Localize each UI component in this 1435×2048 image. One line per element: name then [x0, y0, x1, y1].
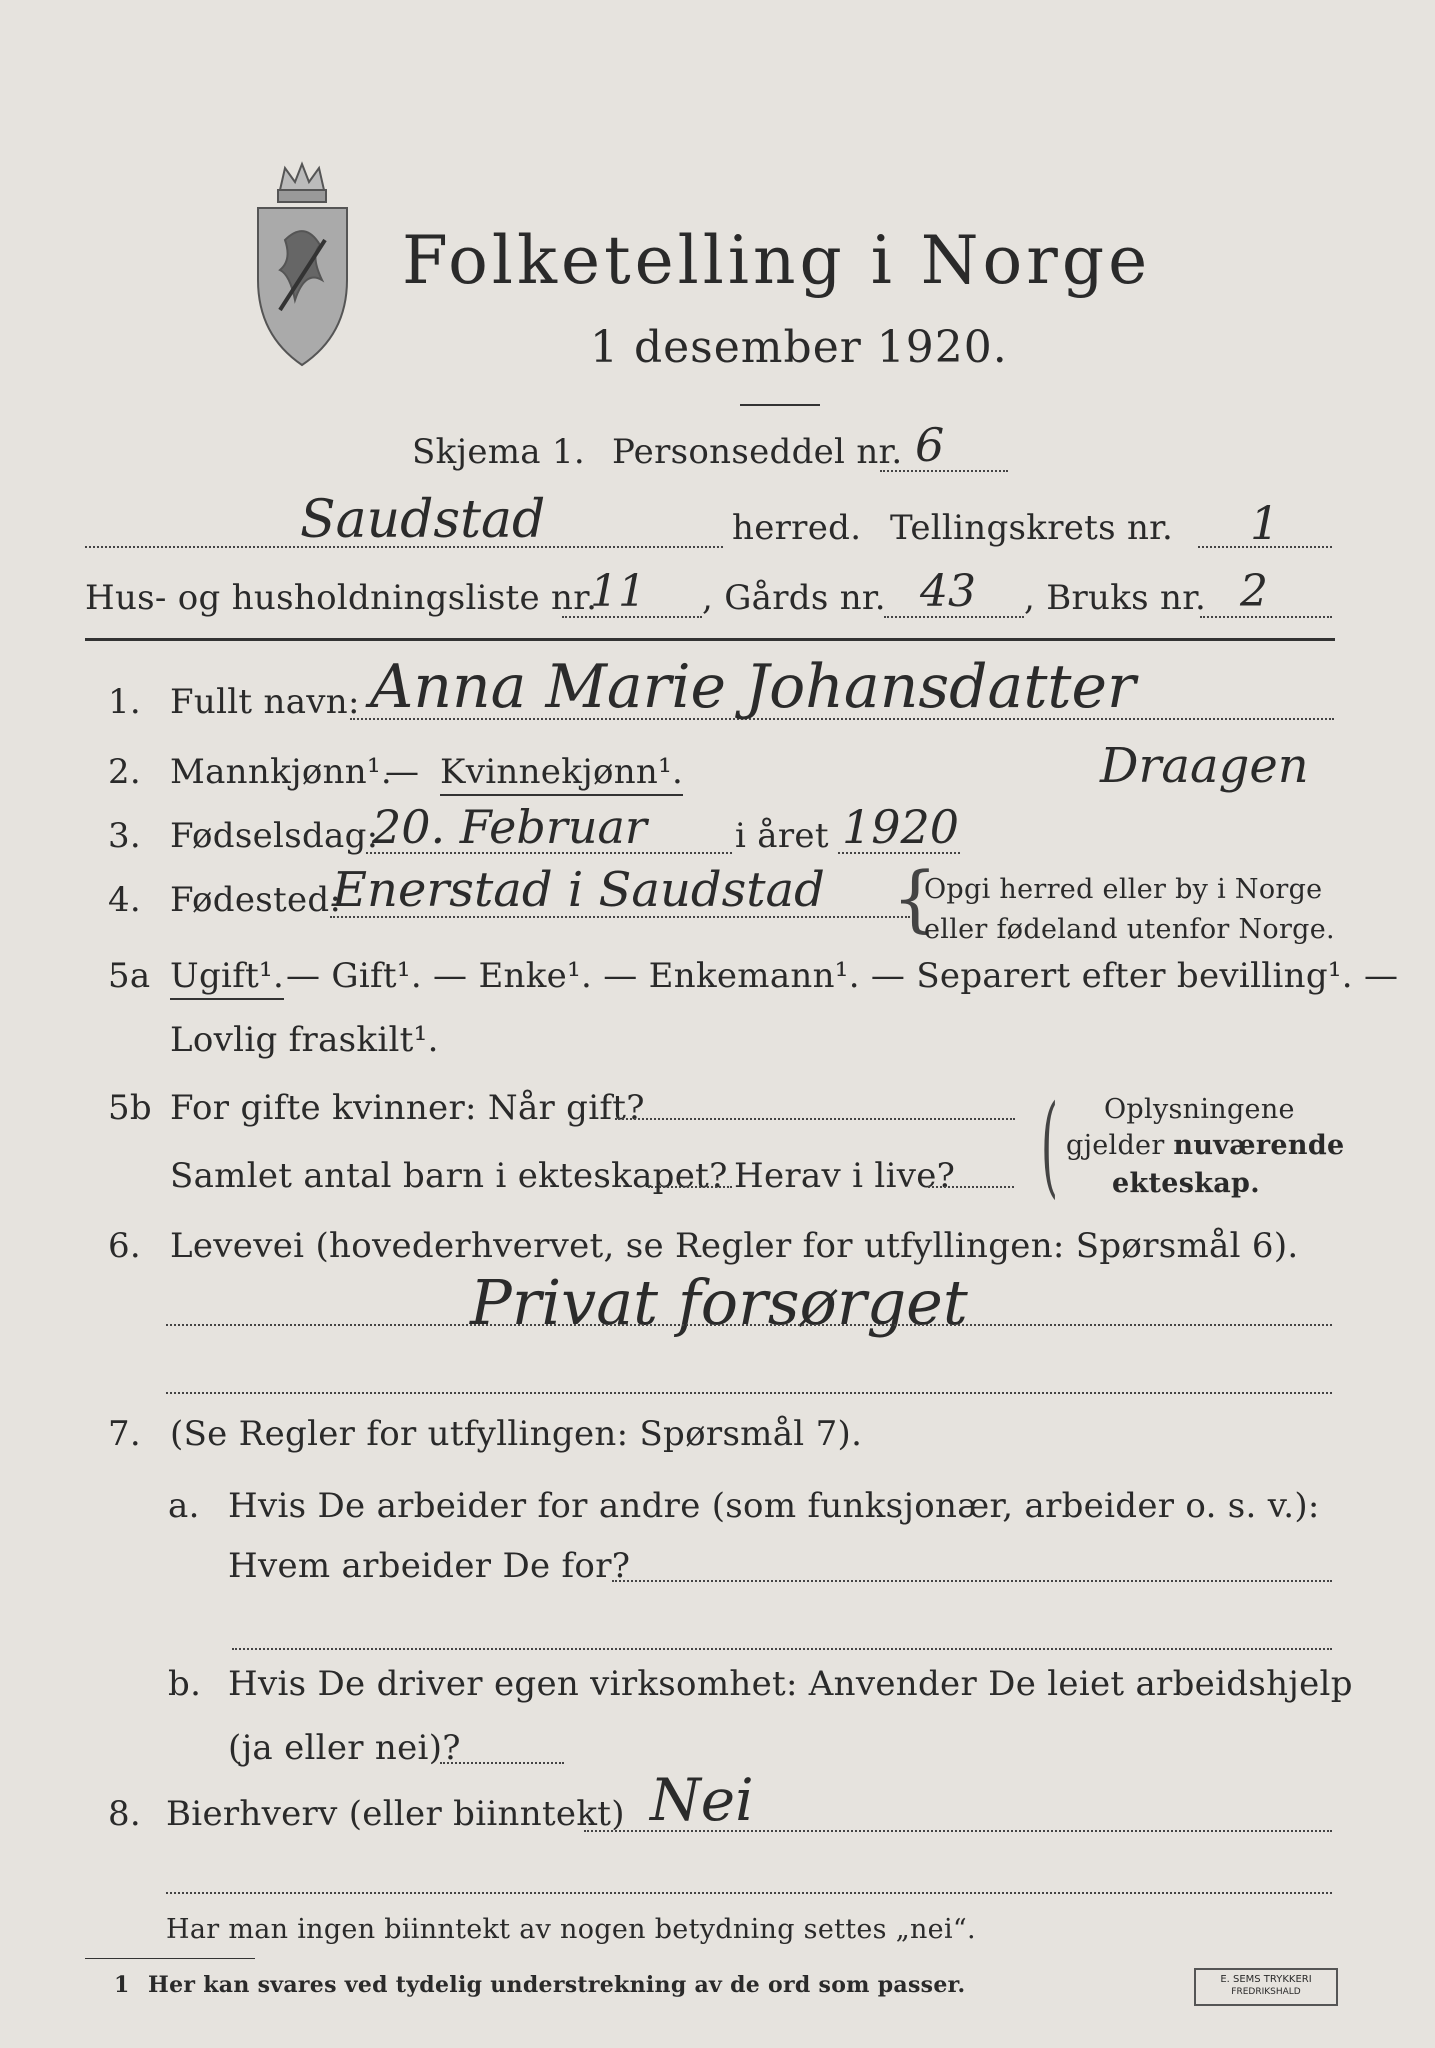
q5b-note-line2-text: gjelder [1066, 1130, 1174, 1161]
gards-value[interactable]: 43 [920, 566, 976, 617]
printer-stamp-line1: E. SEMS TRYKKERI [1220, 1974, 1312, 1985]
q2-separator: — [385, 752, 420, 792]
q5b-line2-alive: Herav i live? [734, 1156, 956, 1196]
q5a-ugift[interactable]: Ugift¹. [170, 956, 284, 1000]
q5b-note-line2 [1066, 1130, 1345, 1161]
q7a-line1: Hvis De arbeider for andre (som funksjonær, arbeider o. s. v.): [228, 1486, 1320, 1526]
q6-label: Levevei (hovederhvervet, se Regler for utfyllingen: Spørsmål 6). [170, 1226, 1299, 1266]
q5b-note-line1: Oplysningene [1104, 1094, 1295, 1125]
q6-value[interactable]: Privat forsørget [470, 1266, 968, 1339]
form-title: Folketelling i Norge [402, 222, 1152, 299]
bruks-label: , Bruks nr. [1024, 578, 1207, 618]
q4-value[interactable]: Enerstad i Saudstad [332, 862, 825, 918]
printer-stamp-line2: FREDRIKSHALD [1231, 1987, 1301, 1997]
coat-of-arms-emblem [250, 160, 355, 370]
q7b-letter: b. [168, 1664, 202, 1704]
q5b-note-emphasis: nuværende [1173, 1130, 1345, 1161]
q1-value-continued[interactable]: Draagen [1100, 738, 1309, 794]
q5b-line1: For gifte kvinner: Når gift? [170, 1088, 645, 1128]
q7-label: (Se Regler for utfyllingen: Spørsmål 7). [170, 1414, 863, 1454]
q6-line2 [166, 1392, 1332, 1394]
q8-number: 8. [108, 1794, 142, 1834]
q1-value[interactable]: Anna Marie Johansdatter [370, 652, 1136, 722]
tellingskrets-label: Tellingskrets nr. [890, 508, 1174, 548]
q7b-line1: Hvis De driver egen virksomhet: Anvender De leiet arbeidshjelp [228, 1664, 1353, 1704]
q4-label: Fødested: [170, 880, 342, 920]
q3-year-label: i året [735, 816, 829, 856]
bruks-value[interactable]: 2 [1240, 566, 1268, 617]
q7b-line2: (ja eller nei)? [228, 1728, 461, 1768]
q5a-options[interactable]: — Gift¹. — Enke¹. — Enkemann¹. — Separert efter bevilling¹. — [286, 956, 1399, 996]
biinntekt-note: Har man ingen biinntekt av nogen betydning settes „nei“. [166, 1914, 976, 1945]
q3-year-value[interactable]: 1920 [842, 800, 960, 854]
q7a-line[interactable] [612, 1580, 1332, 1582]
herred-label: herred. [732, 508, 862, 548]
q1-number: 1. [108, 682, 142, 722]
q4-number: 4. [108, 880, 142, 920]
q5b-alive-line[interactable] [928, 1186, 1014, 1188]
census-date: 1 desember 1920. [590, 322, 1008, 373]
q7a-line2: Hvem arbeider De for? [228, 1546, 631, 1586]
q7b-line[interactable] [440, 1762, 564, 1764]
q4-note-line1: Opgi herred eller by i Norge [924, 874, 1323, 905]
q5b-note-line3: ekteskap. [1112, 1168, 1260, 1199]
footnote-mark: 1 [114, 1972, 130, 1998]
personseddel-label: Personseddel nr. [612, 432, 903, 472]
q4-note-brace: { [892, 856, 938, 940]
footnote-text: Her kan svares ved tydelig understrekning av de ord som passer. [148, 1972, 966, 1998]
skjema-label: Skjema 1. [412, 432, 586, 472]
q7a-line-extra[interactable] [232, 1648, 1332, 1650]
q8-label: Bierhverv (eller biinntekt) [166, 1794, 625, 1834]
q8-line2 [166, 1892, 1332, 1894]
gards-label: , Gårds nr. [702, 578, 886, 618]
q2-number: 2. [108, 752, 142, 792]
q5b-children-line[interactable] [648, 1186, 732, 1188]
q8-value[interactable]: Nei [650, 1766, 754, 1834]
title-divider [740, 404, 820, 406]
q3-day-value[interactable]: 20. Februar [372, 800, 647, 854]
q6-number: 6. [108, 1226, 142, 1266]
tellingskrets-value[interactable]: 1 [1250, 496, 1280, 550]
q2-male[interactable]: Mannkjønn¹. [170, 752, 393, 792]
header-separator [85, 638, 1335, 641]
personseddel-value[interactable]: 6 [915, 418, 945, 472]
q4-note-line2: eller fødeland utenfor Norge. [924, 914, 1335, 945]
q5b-note-brace: ( [1040, 1081, 1059, 1209]
q5b-married-line[interactable] [615, 1118, 1015, 1120]
q3-label: Fødselsdag: [170, 816, 379, 856]
q7-number: 7. [108, 1414, 142, 1454]
q5b-number: 5b [108, 1088, 152, 1128]
q7a-letter: a. [168, 1486, 200, 1526]
q5a-number: 5a [108, 956, 151, 996]
q5a-options-line2[interactable]: Lovlig fraskilt¹. [170, 1020, 439, 1060]
herred-value[interactable]: Saudstad [300, 490, 546, 550]
q1-label: Fullt navn: [170, 682, 360, 722]
q6-line1 [166, 1324, 1332, 1326]
hus-value[interactable]: 11 [590, 566, 646, 617]
hus-label: Hus- og husholdningsliste nr. [85, 578, 598, 618]
footnote-rule [85, 1958, 255, 1959]
q2-female[interactable]: Kvinnekjønn¹. [440, 752, 683, 796]
q5b-line2-children: Samlet antal barn i ekteskapet? [170, 1156, 728, 1196]
printer-stamp [1194, 1968, 1338, 2006]
q3-number: 3. [108, 816, 142, 856]
